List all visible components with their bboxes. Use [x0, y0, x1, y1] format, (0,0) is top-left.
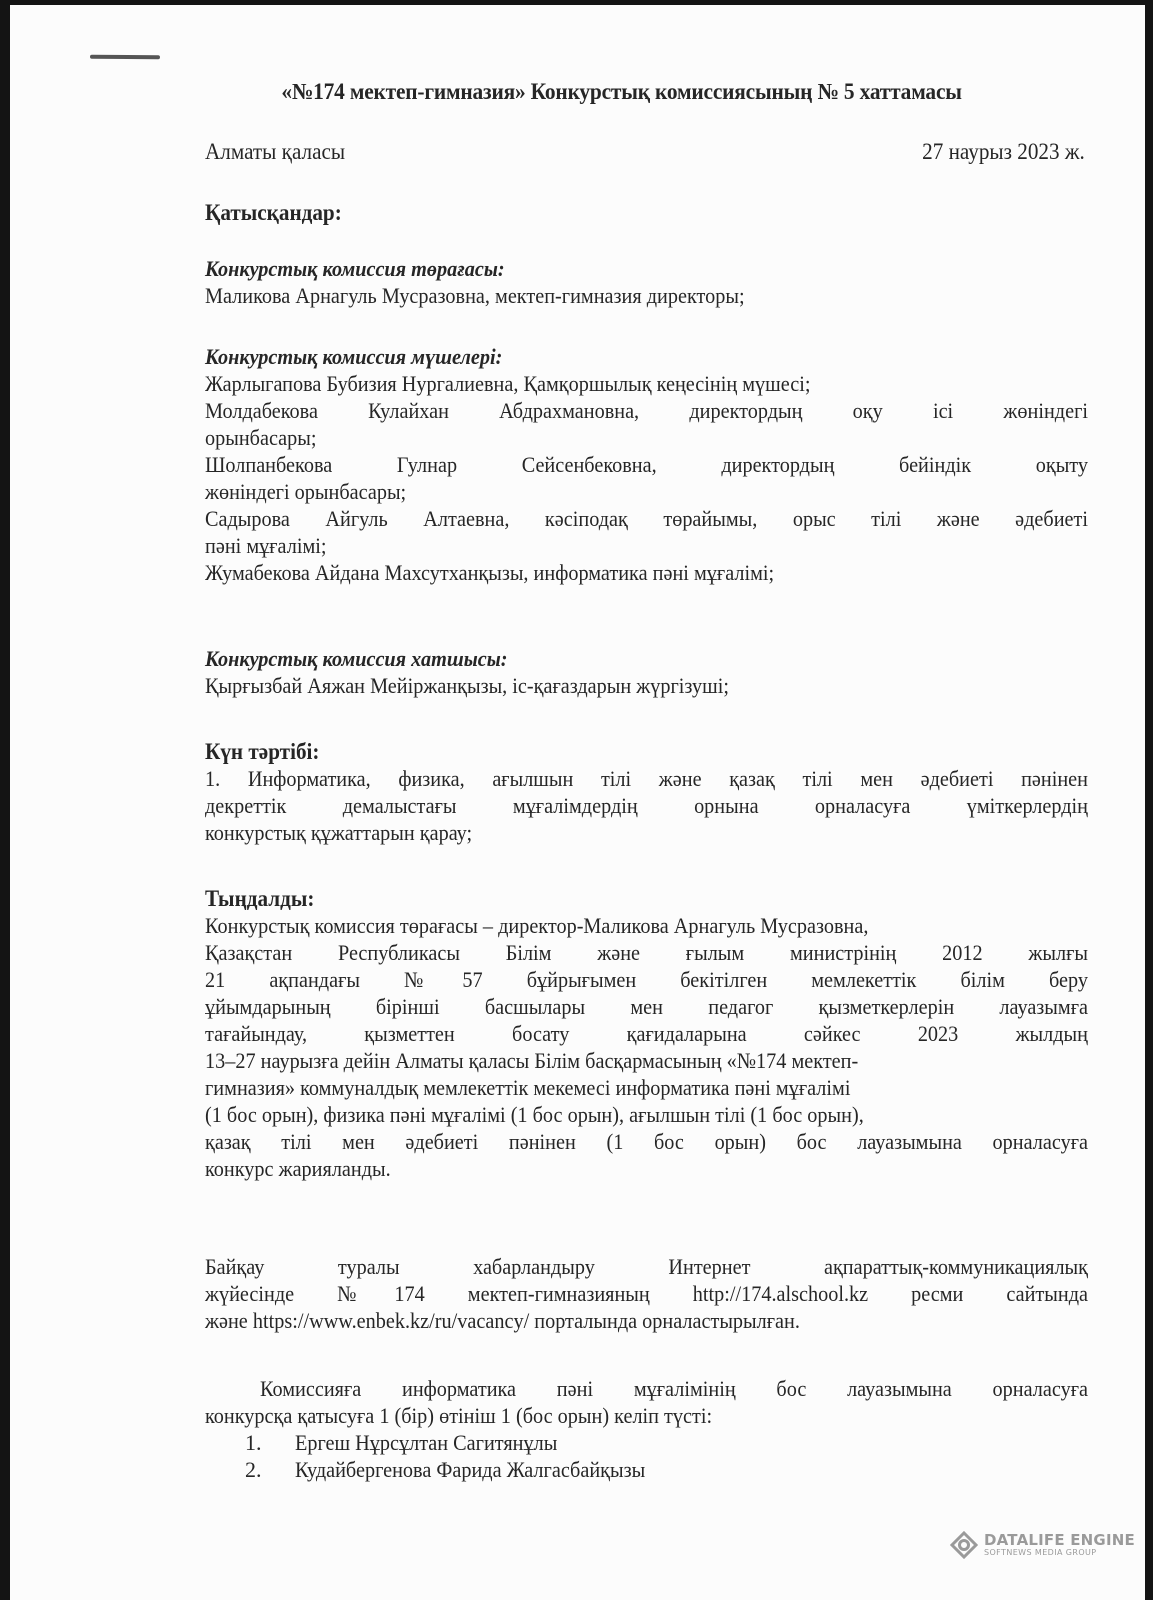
agenda-heading	[205, 738, 1088, 765]
line-text: Қазақстан Республикасы Білім және ғылым министрінің 2012 жылғы	[205, 940, 1088, 965]
scanned-page	[10, 5, 1145, 1600]
members-line	[205, 370, 1088, 397]
applications-line	[205, 1375, 1088, 1402]
secretary-text: Қырғызбай Аяжан Мейіржанқызы, іс-қағаздарын жүргізуші;	[205, 673, 729, 698]
line-text: (1 бос орын), физика пәні мұғалімі (1 бос орын), ағылшын тілі (1 бос орын),	[205, 1102, 864, 1127]
heard-line	[205, 1020, 1088, 1047]
announcement-line	[205, 1307, 1088, 1334]
line-text: қазақ тілі мен әдебиеті пәнінен (1 бос орын) бос лауазымына орналасуға	[205, 1129, 1088, 1154]
heard-line	[205, 912, 1088, 939]
chair-line	[205, 282, 1088, 309]
chair-heading	[205, 255, 1088, 282]
members-line	[205, 451, 1088, 478]
line-text: Садырова Айгуль Алтаевна, кәсіподақ төрайымы, орыс тілі және әдебиеті	[205, 506, 1088, 531]
line-text: ұйымдарының бірінші басшылары мен педагог қызметкерлерін лауазымға	[205, 994, 1088, 1019]
participants-heading	[205, 199, 1088, 226]
line-text: конкурстық құжаттарын қарау;	[205, 820, 473, 845]
agenda-heading-text: Күн тәртібі:	[205, 739, 320, 764]
applications-paragraph	[205, 1375, 1088, 1429]
heard-line	[205, 1101, 1088, 1128]
heard-line	[205, 939, 1088, 966]
chair-heading-text: Конкурстық комиссия төрағасы:	[205, 256, 505, 281]
participants-heading-text: Қатысқандар:	[205, 200, 342, 225]
line-text: гимназия» коммуналдық мемлекеттік мекемесі информатика пәні мұғалімі	[205, 1075, 851, 1100]
line-text: Молдабекова Кулайхан Абдрахмановна, директордың оқу ісі жөніндегі	[205, 398, 1088, 423]
line-text: 21 ақпандағы №57 бұйрығымен бекітілген мемлекеттік білім беру	[205, 967, 1088, 992]
line-text: Байқау туралы хабарландыру Интернет ақпараттық-коммуникациялық	[205, 1254, 1088, 1279]
applicant-item	[205, 1456, 1088, 1483]
members-line	[205, 424, 1088, 451]
line-text: және https://www.enbek.kz/ru/vacancy/ порталында орналастырылған.	[205, 1308, 800, 1333]
applicants-list	[205, 1429, 1088, 1483]
members-line	[205, 397, 1088, 424]
members-line	[205, 559, 1088, 586]
agenda-paragraph	[205, 765, 1088, 846]
line-text: 13–27 наурызға дейін Алматы қаласы Білім басқармасының «№174 мектеп-	[205, 1048, 859, 1073]
agenda-line	[205, 819, 1088, 846]
heard-heading-text: Тыңдалды:	[205, 886, 315, 911]
members-line	[205, 532, 1088, 559]
heard-line	[205, 1128, 1088, 1155]
applicant-number: 1.	[245, 1430, 262, 1455]
line-text: жүйесінде №174 мектеп-гимназияның http://174.alschool.kz ресми сайтында	[205, 1281, 1088, 1306]
applicant-number: 2.	[245, 1457, 262, 1482]
members-heading-text: Конкурстық комиссия мүшелері:	[205, 344, 503, 369]
line-text: Шолпанбекова Гулнар Сейсенбековна, директордың бейіндік оқыту	[205, 452, 1088, 477]
heard-paragraph	[205, 912, 1088, 1182]
agenda-line	[205, 765, 1088, 792]
line-text: 1. Информатика, физика, ағылшын тілі және қазақ тілі мен әдебиеті пәнінен	[205, 766, 1088, 791]
line-text: декреттік демалыстағы мұғалімдердің орнына орналасуға үміткерлердің	[205, 793, 1088, 818]
heard-line	[205, 1155, 1088, 1182]
announcement-line	[205, 1253, 1088, 1280]
document-title: «№174 мектеп-гимназия» Конкурстық комиссиясының № 5 хаттамасы	[281, 79, 962, 104]
heard-line	[205, 993, 1088, 1020]
datalife-logo-icon	[950, 1531, 978, 1559]
secretary-heading-text: Конкурстық комиссия хатшысы:	[205, 646, 508, 671]
members-line	[205, 478, 1088, 505]
heard-heading	[205, 885, 1088, 912]
agenda-line	[205, 792, 1088, 819]
applications-line	[205, 1402, 1088, 1429]
applicant-name: Кудайбергенова Фарида Жалгасбайқызы	[295, 1457, 646, 1482]
heard-line	[205, 1047, 1088, 1074]
heard-line	[205, 1074, 1088, 1101]
line-text: Конкурстық комиссия төрағасы – директор-Маликова Арнагуль Мусразовна,	[205, 913, 869, 938]
line-text: жөніндегі орынбасары;	[205, 479, 407, 504]
datalife-watermark	[950, 1525, 1135, 1565]
watermark-brand: DATALIFE ENGINE	[984, 1531, 1135, 1549]
applicant-name: Ергеш Нұрсұлтан Сагитянұлы	[295, 1430, 558, 1455]
line-text: конкурсқа қатысуға 1 (бір) өтініш 1 (бос орын) келіп түсті:	[205, 1403, 713, 1428]
announcement-line	[205, 1280, 1088, 1307]
members-list	[205, 370, 1088, 586]
heard-line	[205, 966, 1088, 993]
announcement-paragraph	[205, 1253, 1088, 1334]
line-text: Комиссияға информатика пәні мұғалімінің бос лауазымына орналасуға	[260, 1376, 1088, 1401]
line-text: тағайындау, қызметтен босату қағидаларына сәйкес 2023 жылдың	[205, 1021, 1088, 1046]
watermark-sub: SOFTNEWS MEDIA GROUP	[984, 1548, 1097, 1557]
pen-mark	[90, 55, 160, 60]
members-line	[205, 505, 1088, 532]
line-text: пәні мұғалімі;	[205, 533, 327, 558]
members-heading	[205, 343, 1088, 370]
city: Алматы қаласы	[205, 139, 346, 164]
line-text: орынбасары;	[205, 425, 317, 450]
applicant-item	[205, 1429, 1088, 1456]
secretary-line	[205, 672, 1088, 699]
date: 27 наурыз 2023 ж.	[922, 139, 1085, 164]
secretary-heading	[205, 645, 1088, 672]
chair-text: Маликова Арнагуль Мусразовна, мектеп-гимназия директоры;	[205, 283, 745, 308]
line-text: Жумабекова Айдана Махсутханқызы, информатика пәні мұғалімі;	[205, 560, 775, 585]
line-text: Жарлыгапова Бубизия Нургалиевна, Қамқоршылық кеңесінің мүшесі;	[205, 371, 811, 396]
line-text: конкурс жарияланды.	[205, 1156, 391, 1181]
